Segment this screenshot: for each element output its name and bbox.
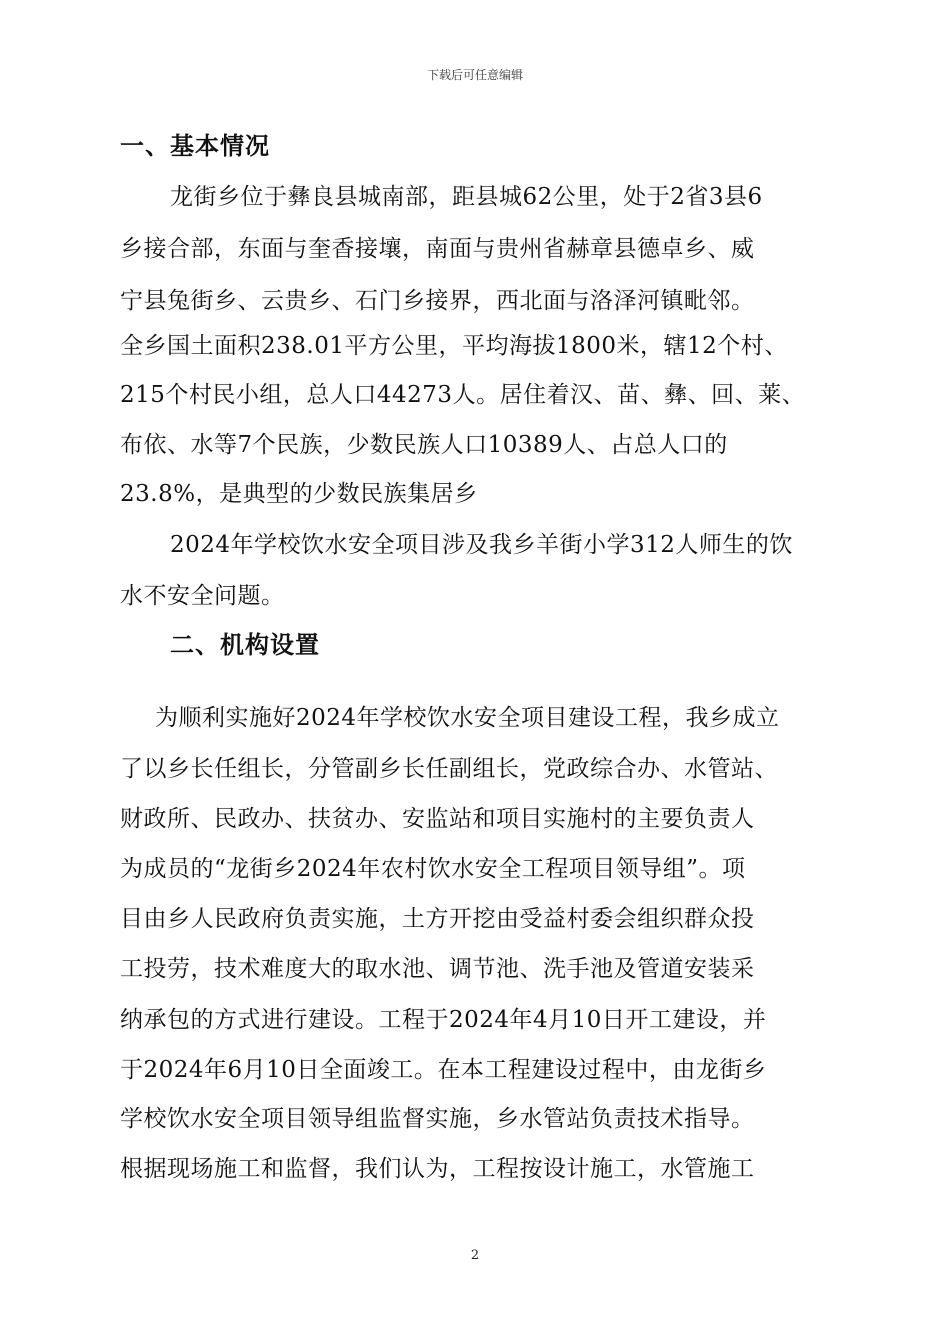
section2-line: 了以乡长任组长，分管副乡长任副组长，党政综合办、水管站、 xyxy=(120,756,778,782)
section1-heading: 一、基本情况 xyxy=(120,132,270,160)
section2-line: 根据现场施工和监督，我们认为，工程按设计施工，水管施工 xyxy=(120,1156,755,1182)
section2-line: 纳承包的方式进行建设。工程于2024年4月10日开工建设，并 xyxy=(120,1007,767,1033)
section1-line: 215个村民小组，总人口44273人。居住着汉、苗、彝、回、莱、 xyxy=(120,382,806,408)
section1-line: 水不安全问题。 xyxy=(120,583,285,609)
section2-heading: 二、机构设置 xyxy=(170,631,320,659)
header-note: 下载后可任意编辑 xyxy=(426,68,523,82)
section2-line: 于2024年6月10日全面竣工。在本工程建设过程中，由龙街乡 xyxy=(120,1057,767,1083)
section2-line: 为顺利实施好2024年学校饮水安全项目建设工程，我乡成立 xyxy=(155,705,780,731)
section2-line: 目由乡人民政府负责实施，土方开挖由受益村委会组织群众投 xyxy=(120,906,755,932)
section1-line: 全乡国土面积238.01平方公里，平均海拔1800米，辖12个村、 xyxy=(120,333,788,359)
section1-line: 龙街乡位于彝良县城南部，距县城62公里，处于2省3县6 xyxy=(170,184,763,210)
section1-line: 乡接合部，东面与奎香接壤，南面与贵州省赫章县德卓乡、威 xyxy=(120,236,755,262)
section1-line: 布依、水等7个民族，少数民族人口10389人、占总人口的 xyxy=(120,432,728,458)
page-number: 2 xyxy=(470,1248,480,1263)
section2-line: 工投劳，技术难度大的取水池、调节池、洗手池及管道安装采 xyxy=(120,956,755,982)
section2-line: 为成员的“龙街乡2024年农村饮水安全工程项目领导组”。项 xyxy=(120,856,746,882)
section2-line: 财政所、民政办、扶贫办、安监站和项目实施村的主要负责人 xyxy=(120,806,755,832)
section2-line: 学校饮水安全项目领导组监督实施，乡水管站负责技术指导。 xyxy=(120,1106,755,1132)
section1-line: 2024年学校饮水安全项目涉及我乡羊街小学312人师生的饮 xyxy=(170,532,793,558)
section1-line: 宁县兔街乡、云贵乡、石门乡接界，西北面与洛泽河镇毗邻。 xyxy=(120,288,755,314)
section1-line: 23.8%，是典型的少数民族集居乡 xyxy=(120,481,478,507)
